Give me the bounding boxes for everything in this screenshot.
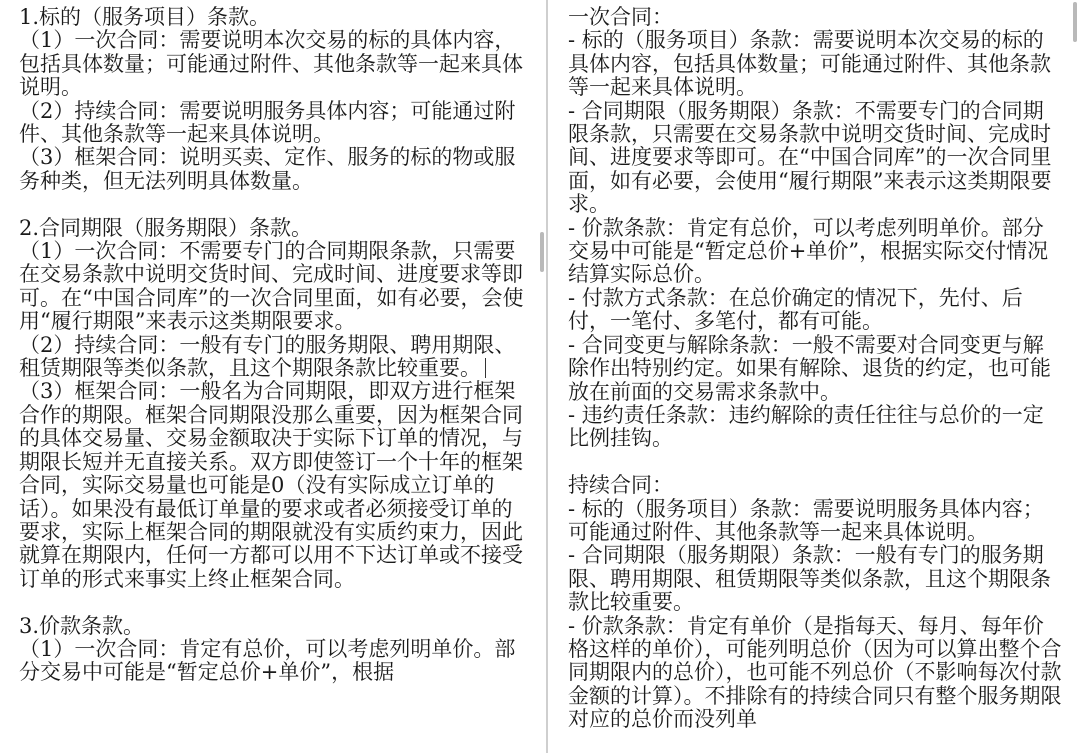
section-heading: 持续合同： bbox=[568, 473, 673, 498]
text-paragraph: （1）一次合同：需要说明本次交易的标的具体内容，包括具体数量；可能通过附件、其他条款等一起来具体说明。 bbox=[19, 28, 523, 100]
text-paragraph: （3）框架合同：一般名为合同期限，即双方进行框架合作的期限。框架合同期限没那么重要，因为框架合同的具体交易量、交易金额取决于实际下订单的情况，与期限长短并无直接关系。双方即使签订一个十年的框架合同，实际交易量也可能是0（没有实际成立订单的话）。如果没有最低订单量的要求或者必须接受订单的要求，实际上框架合同的期限就没有实质约束力，因此就算在期限内，任何一方都可以用不下达订单或不接受订单的形式来事实上终止框架合同。 bbox=[19, 379, 523, 591]
text-run: （2）持续合同：一般有专门的服务期限、聘用期限、租赁期限等类似条款，且这个期限条款比较重要。 bbox=[19, 332, 516, 381]
text-paragraph: （3）框架合同：说明买卖、定作、服务的标的物或服务种类，但无法列明具体数量。 bbox=[19, 145, 516, 193]
text-paragraph-with-caret bbox=[19, 334, 524, 381]
right-scrollbar[interactable] bbox=[1073, 2, 1077, 42]
list-item: - 合同期限（服务期限）条款：不需要专门的合同期限条款，只需要在交易条款中说明交货时间、完成时间、进度要求等即可。在“中国合同库”的一次合同里面，如有必要，会使用“履行期限”来表示这类期限要求。 bbox=[568, 98, 1052, 217]
list-item: - 价款条款：肯定有总价，可以考虑列明单价。部分交易中可能是“暂定总价+单价”，根据实际交付情况结算实际总价。 bbox=[568, 215, 1049, 287]
list-item: - 合同期限（服务期限）条款：一般有专门的服务期限、聘用期限、租赁期限等类似条款，且这个期限条款比较重要。 bbox=[568, 543, 1051, 615]
right-text-pane[interactable] bbox=[552, 0, 1080, 753]
pane-divider[interactable] bbox=[546, 0, 548, 753]
text-paragraph: （2）持续合同：需要说明服务具体内容；可能通过附件、其他条款等一起来具体说明。 bbox=[19, 98, 516, 147]
list-item: - 标的（服务项目）条款：需要说明服务具体内容；可能通过附件、其他条款等一起来具体说明。 bbox=[568, 496, 1044, 544]
text-paragraph: 1.标的（服务项目）条款。 bbox=[19, 5, 271, 29]
list-item: - 标的（服务项目）条款：需要说明本次交易的标的具体内容，包括具体数量；可能通过附件、其他条款等一起来具体说明。 bbox=[568, 28, 1051, 100]
blank-line bbox=[568, 451, 1080, 474]
list-item: - 价款条款：肯定有单价（是指每天、每月、每年价格这样的单价），可能列明总价（因为可以算出整个合同期限内的总价），也可能不列总价（不影响每次付款金额的计算）。不排除有的持续合同只有整个服务期限对应的总价而没列单 bbox=[568, 613, 1062, 732]
blank-line bbox=[19, 193, 540, 216]
list-item: - 违约责任条款：违约解除的责任往往与总价的一定比例挂钩。 bbox=[568, 402, 1044, 451]
text-paragraph: （1）一次合同：不需要专门的合同期限条款，只需要在交易条款中说明交货时间、完成时间、进度要求等即可。在“中国合同库”的一次合同里面，如有必要，会使用“履行期限”来表示这类期限要求。 bbox=[19, 239, 524, 334]
text-cursor bbox=[485, 358, 486, 378]
list-item: - 合同变更与解除条款：一般不需要对合同变更与解除作出特别约定。如果有解除、退货的约定，也可能放在前面的交易需求条款中。 bbox=[568, 332, 1051, 404]
text-paragraph: 3.价款条款。 bbox=[19, 613, 145, 638]
text-paragraph: （1）一次合同：肯定有总价，可以考虑列明单价。部分交易中可能是“暂定总价+单价”，根据 bbox=[19, 636, 516, 685]
blank-line bbox=[19, 591, 540, 614]
text-paragraph: 2.合同期限（服务期限）条款。 bbox=[19, 215, 313, 240]
section-heading: 一次合同： bbox=[568, 5, 673, 29]
left-scrollbar[interactable] bbox=[540, 232, 544, 272]
list-item: - 付款方式条款：在总价确定的情况下，先付、后付，一笔付、多笔付，都有可能。 bbox=[568, 285, 1023, 334]
